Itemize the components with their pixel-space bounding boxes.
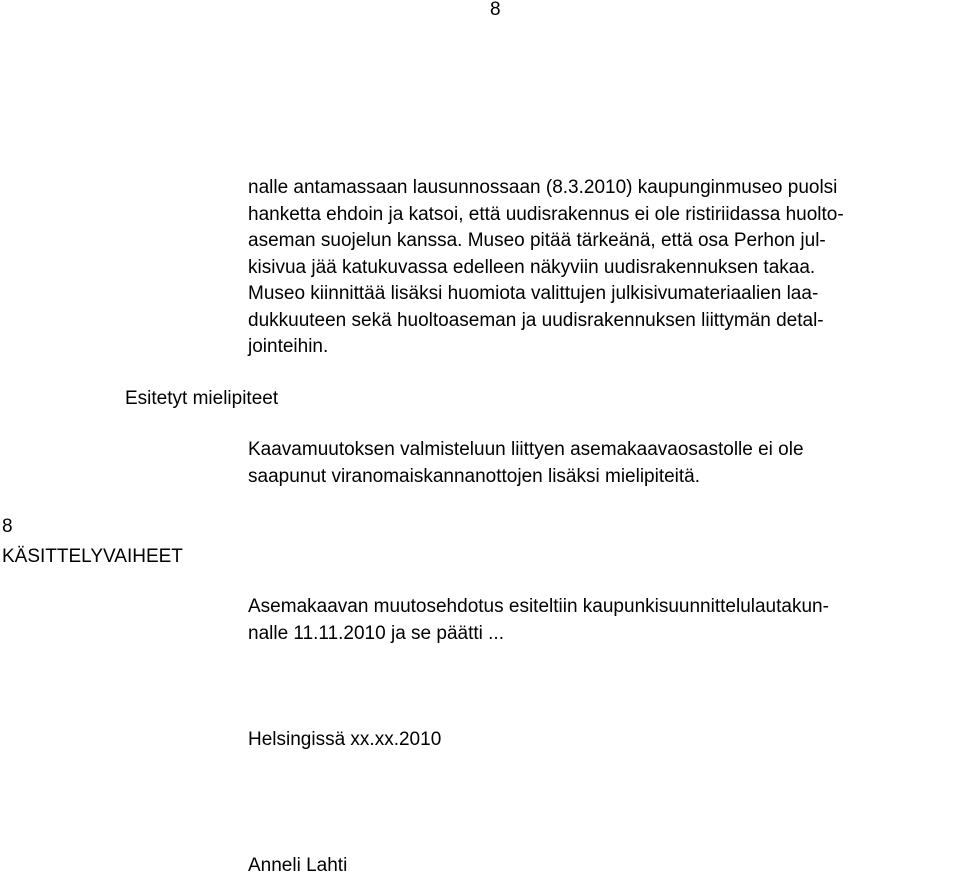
paragraph-line: Museo kiinnittää lisäksi huomiota valittujen julkisivumateriaalien laa- [248, 283, 819, 304]
place-date: Helsingissä xx.xx.2010 [248, 729, 442, 750]
section-heading [2, 512, 183, 572]
paragraph-line: aseman suojelun kanssa. Museo pitää tärkeänä, että osa Perhon jul- [248, 230, 826, 251]
paragraph-line: dukkuuteen sekä huoltoaseman ja uudisrakennuksen liittymän detal- [248, 309, 824, 331]
paragraph-line: kisivua jää katukuvassa edelleen näkyviin uudisrakennuksen takaa. [248, 256, 816, 278]
paragraph-line: nalle 11.11.2010 ja se päätti ... [248, 622, 504, 644]
processing-paragraph [248, 594, 948, 647]
section-number: 8 [2, 516, 13, 537]
paragraph-line: hanketta ehdoin ja katsoi, että uudisrakennus ei ole ristiriidassa huolto- [248, 203, 844, 225]
opinions-heading: Esitetyt mielipiteet [125, 388, 279, 409]
paragraph-line: nalle antamassaan lausunnossaan (8.3.2010) kaupunginmuseo puolsi [248, 177, 838, 198]
page-number: 8 [490, 0, 501, 20]
paragraph-line: jointeihin. [248, 336, 329, 357]
paragraph-line: Kaavamuutoksen valmisteluun liittyen asemakaavaosastolle ei ole [248, 439, 804, 460]
opinions-paragraph [248, 437, 948, 490]
paragraph-line: saapunut viranomaiskannanottojen lisäksi mielipiteitä. [248, 465, 701, 487]
section-title: KÄSITTELYVAIHEET [2, 546, 183, 567]
signature-name: Anneli Lahti [248, 855, 348, 876]
intro-paragraph [248, 175, 948, 361]
paragraph-line: Asemakaavan muutosehdotus esiteltiin kaupunkisuunnittelulautakun- [248, 596, 829, 617]
